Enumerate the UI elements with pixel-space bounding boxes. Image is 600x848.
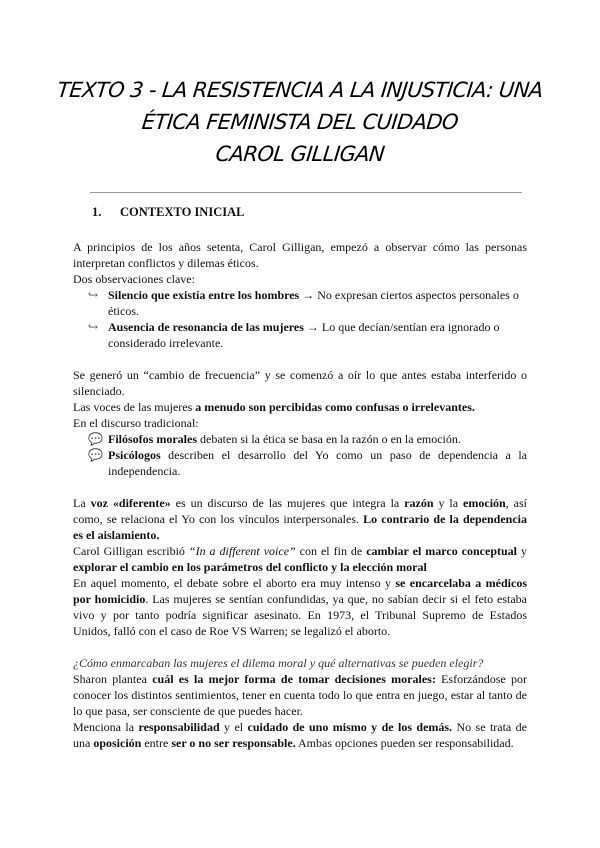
observation-title: Silencio que existía entre los hombres xyxy=(108,288,300,302)
discourse-text: describen el desarrollo del Yo como un paso de dependencia a la xyxy=(160,448,527,462)
paragraph-line xyxy=(73,672,527,687)
discourse-title: Psicólogos xyxy=(108,448,161,462)
paragraph-line: Dos observaciones clave: xyxy=(73,272,195,286)
document-title-line-1: TEXTO 3 - LA RESISTENCIA A LA INJUSTICIA: UNA xyxy=(56,78,544,102)
observation-continuation: éticos. xyxy=(108,304,139,318)
text-run: Esforzándose por xyxy=(435,672,527,686)
arrow-hook-icon: ↪ xyxy=(88,288,99,302)
text-run: La xyxy=(73,496,91,510)
emphasis: emoción xyxy=(463,496,506,510)
section-question xyxy=(73,656,483,671)
speech-bubble-icon: 💬 xyxy=(88,432,103,446)
text-run: . Las mujeres se sentían confundidas, ya que, no sabían decir si el feto estaba xyxy=(145,592,527,606)
title-divider xyxy=(90,192,522,193)
emphasis: responsabilidad xyxy=(138,720,220,734)
observation-title: Ausencia de resonancia de las mujeres xyxy=(108,320,304,334)
emphasis: explorar el cambio en los parámetros del conflicto y la elección moral xyxy=(73,560,427,574)
discourse-item xyxy=(108,448,527,463)
book-title: “In a different voice” xyxy=(188,544,296,558)
observation-item xyxy=(108,288,519,303)
paragraph-line xyxy=(73,560,427,575)
emphasis: cuidado de uno mismo y de los demás. xyxy=(247,720,453,734)
paragraph-line xyxy=(73,576,527,591)
paragraph-line xyxy=(73,496,527,511)
document-title-line-3: CAROL GILLIGAN xyxy=(214,142,386,166)
text-run: Sharon plantea xyxy=(73,672,153,686)
emphasis: Lo contrario de la dependencia xyxy=(363,512,528,526)
paragraph-line xyxy=(73,528,159,543)
discourse-text: debaten si la ética se basa en la razón o en la emoción. xyxy=(197,432,461,446)
section-heading xyxy=(92,205,244,220)
observation-text: → Lo que decían/sentían era ignorado o xyxy=(303,320,500,334)
text-run: No se trata de xyxy=(452,720,527,734)
discourse-continuation: independencia. xyxy=(108,464,181,478)
paragraph-line: En el discurso tradicional: xyxy=(73,416,199,430)
paragraph-line xyxy=(73,512,527,527)
emphasis: por homicidio xyxy=(73,592,146,606)
arrow-hook-icon: ↪ xyxy=(88,320,99,334)
text-run: y el xyxy=(219,720,248,734)
observation-item xyxy=(108,320,500,335)
text-run: y xyxy=(517,544,527,558)
paragraph-line: A principios de los años setenta, Carol Gilligan, empezó a observar cómo las personas xyxy=(73,240,527,254)
emphasis: voz «diferente» xyxy=(90,496,171,510)
text-run: entre xyxy=(141,736,172,750)
document-title-line-2: ÉTICA FEMINISTA DEL CUIDADO xyxy=(140,110,460,134)
text-run: como, se relaciona el Yo con los vínculos interpersonales. xyxy=(73,512,364,526)
emphasis: se encarcelaba a médicos xyxy=(395,576,527,590)
paragraph-line xyxy=(73,720,527,735)
text-run: Ambas opciones pueden ser responsabilidad. xyxy=(295,736,514,750)
paragraph-line xyxy=(73,544,527,559)
paragraph-line: Unidos, falló con el caso de Roe VS Warren; se legalizó el aborto. xyxy=(73,624,391,638)
text-run: , así xyxy=(505,496,527,510)
section-label: CONTEXTO INICIAL xyxy=(120,205,245,219)
text-run: con el fin de xyxy=(295,544,367,558)
text-run: una xyxy=(73,736,94,750)
speech-bubble-icon: 💬 xyxy=(88,448,103,462)
text-run: Menciona la xyxy=(73,720,139,734)
emphasis: cambiar el marco conceptual xyxy=(366,544,518,558)
paragraph-line: interpretan conflictos y dilemas éticos. xyxy=(73,256,259,270)
text-run: En aquel momento, el debate sobre el aborto era muy intenso y xyxy=(73,576,396,590)
emphasis: a menudo son percibidas como confusas o irrelevantes. xyxy=(195,400,475,414)
paragraph-line xyxy=(73,736,514,751)
text-run: y la xyxy=(433,496,464,510)
emphasis: razón xyxy=(404,496,434,510)
paragraph-line: silenciado. xyxy=(73,384,125,398)
discourse-item xyxy=(108,432,461,447)
paragraph-line xyxy=(73,400,475,415)
emphasis: es el aislamiento. xyxy=(73,528,160,542)
section-number: 1. xyxy=(92,205,102,219)
paragraph-line xyxy=(73,592,527,607)
paragraph-line: conocer los distintos sentimientos, tener en cuenta todo lo que entra en juego, estar al tanto de xyxy=(73,688,527,702)
text-run: Carol Gilligan escribió xyxy=(73,544,189,558)
paragraph-line: vivo y por tanto podría significar asesinato. En 1973, el Tribunal Supremo de Estados xyxy=(73,608,527,622)
question-text: ¿Cómo enmarcaban las mujeres el dilema moral y qué alternativas se pueden elegir? xyxy=(73,656,484,670)
paragraph-line: Se generó un “cambio de frecuencia” y se comenzó a oír lo que antes estaba interferido o xyxy=(73,368,527,382)
discourse-title: Filósofos morales xyxy=(108,432,197,446)
emphasis: cuál es la mejor forma de tomar decisiones morales: xyxy=(152,672,436,686)
text-run: es un discurso de las mujeres que integra la xyxy=(170,496,405,510)
text-run: Las voces de las mujeres xyxy=(73,400,196,414)
observation-continuation: considerado irrelevante. xyxy=(108,336,224,350)
emphasis: oposición xyxy=(93,736,142,750)
observation-text: → No expresan ciertos aspectos personales o xyxy=(299,288,519,302)
emphasis: ser o no ser responsable. xyxy=(171,736,296,750)
paragraph-line: lo que pasa, ser consciente de que puedes hacer. xyxy=(73,704,303,718)
